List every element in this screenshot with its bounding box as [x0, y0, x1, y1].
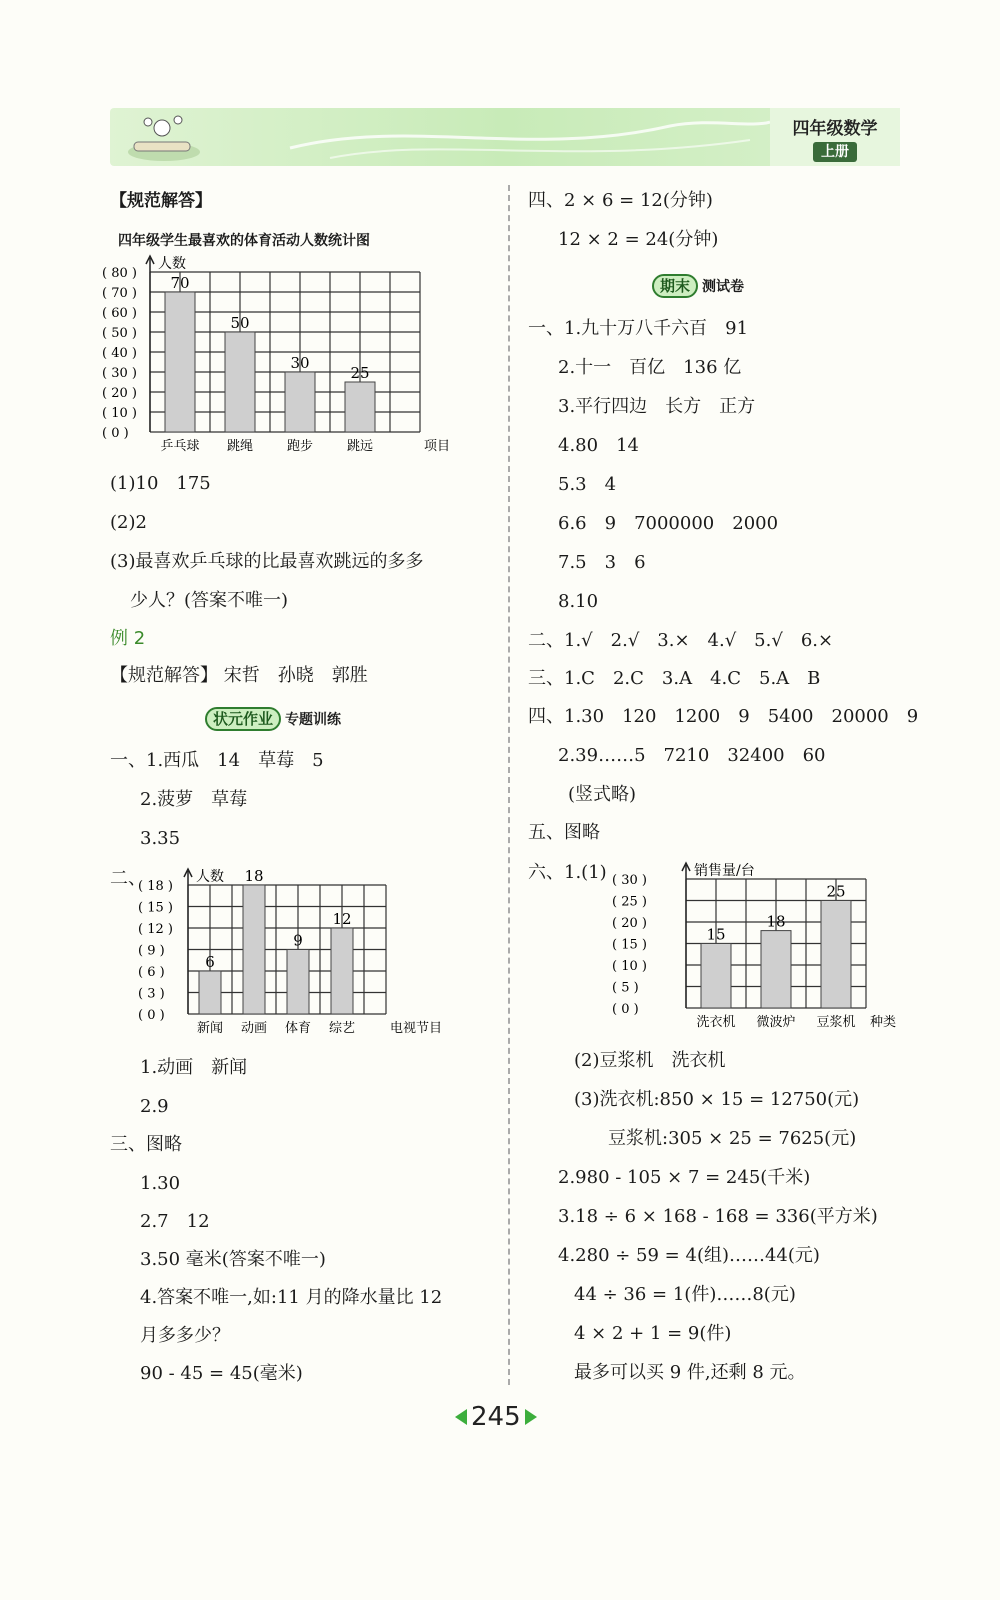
chart3-svg [610, 858, 910, 1038]
x-category-label: 动画 [240, 1021, 268, 1036]
e1-3: 3.平行四边 长方 正方 [558, 396, 756, 417]
y-tick-label: ( 15 ) [138, 900, 173, 916]
s3-4b: 月多多少？ [140, 1325, 230, 1346]
column-divider [508, 185, 510, 1385]
e6-prefix: 六、1.(1) [528, 862, 607, 883]
y-tick-label: ( 18 ) [138, 879, 173, 894]
e6-5: 3.18 ÷ 6 × 168 - 168 = 336(平方米) [558, 1206, 878, 1227]
bar-value-label: 6 [205, 953, 215, 971]
q1: (1)10 175 [110, 473, 211, 494]
s2-prefix: 二、 [110, 868, 146, 889]
e6-3a: (3)洗衣机:850 × 15 = 12750(元) [574, 1089, 860, 1110]
chart1-svg [100, 252, 500, 457]
e6-3b: 豆浆机:305 × 25 = 7625(元) [608, 1128, 857, 1149]
chart-bar [345, 382, 375, 432]
volume-label: 上册 [813, 142, 857, 162]
s2-1: 1.动画 新闻 [140, 1057, 248, 1078]
answer2: 【规范解答】 宋哲 孙晓 郭胜 [110, 665, 368, 686]
x-category-label: 体育 [284, 1021, 312, 1036]
s3-4c: 90 - 45 = 45(毫米) [140, 1363, 303, 1384]
y-tick-label: ( 5 ) [612, 980, 639, 996]
e1-5: 5.3 4 [558, 474, 617, 495]
y-tick-label: ( 40 ) [102, 346, 137, 361]
header-banner [110, 108, 900, 166]
y-tick-label: ( 25 ) [612, 894, 647, 910]
badge-text: 测试卷 [702, 279, 745, 295]
e3: 三、1.C 2.C 3.A 4.C 5.A B [528, 668, 821, 689]
e4-2: 2.39……5 7210 32400 60 [558, 745, 826, 766]
s3-4a: 4.答案不唯一,如:11 月的降水量比 12 [140, 1287, 443, 1308]
chart-bar [761, 931, 791, 1008]
page-number-text: 245 [471, 1402, 521, 1432]
bar-value-label: 18 [244, 867, 264, 885]
y-tick-label: ( 0 ) [102, 426, 129, 441]
x-category-label: 微波炉 [756, 1015, 796, 1030]
x-axis-label: 电视节目 [390, 1021, 443, 1036]
y-tick-label: ( 50 ) [102, 326, 137, 341]
e6-6a: 4.280 ÷ 59 = 4(组)……44(元) [558, 1245, 820, 1266]
e6-6c: 4 × 2 + 1 = 9(件) [574, 1323, 732, 1344]
y-tick-label: ( 0 ) [138, 1008, 165, 1023]
chart-bar [165, 292, 195, 432]
chart1 [100, 252, 500, 461]
next-arrow-icon [525, 1409, 537, 1425]
y-tick-label: ( 9 ) [138, 943, 165, 959]
e1-2: 2.十一 百亿 136 亿 [558, 357, 742, 378]
y-tick-label: ( 10 ) [102, 406, 137, 421]
x-category-label: 洗衣机 [696, 1015, 736, 1030]
q2: (2)2 [110, 512, 147, 533]
answer-label: 【规范解答】 [110, 191, 212, 211]
x-category-label: 新闻 [196, 1021, 224, 1036]
s3-2: 2.7 12 [140, 1211, 210, 1232]
y-tick-label: ( 20 ) [612, 916, 647, 931]
page-number [455, 1402, 537, 1432]
e5: 五、图略 [528, 822, 600, 843]
badge-chip: 期末 [652, 274, 698, 298]
y-tick-label: ( 30 ) [102, 366, 137, 381]
x-category-label: 综艺 [328, 1021, 356, 1036]
s2-2: 2.9 [140, 1096, 169, 1117]
chart-bar [331, 928, 353, 1014]
e4-3: (竖式略) [568, 784, 637, 805]
s1-1: 一、1.西瓜 14 草莓 5 [110, 750, 324, 771]
y-tick-label: ( 20 ) [102, 386, 137, 401]
bar-value-label: 70 [170, 274, 190, 292]
x-category-label: 跑步 [286, 439, 314, 454]
e1-1: 一、1.九十万八千六百 91 [528, 318, 749, 339]
e6-2: (2)豆浆机 洗衣机 [574, 1050, 726, 1071]
y-tick-label: ( 15 ) [612, 937, 647, 953]
chart2 [136, 862, 466, 1046]
y-tick-label: ( 6 ) [138, 965, 165, 980]
r4b: 12 × 2 = 24(分钟) [558, 229, 719, 250]
e6-6b: 44 ÷ 36 = 1(件)……8(元) [574, 1284, 796, 1305]
y-tick-label: ( 3 ) [138, 986, 165, 1002]
y-axis-label: 销售量/台 [694, 863, 755, 879]
bar-value-label: 25 [350, 364, 370, 382]
s1-3: 3.35 [140, 828, 181, 849]
y-tick-label: ( 30 ) [612, 873, 647, 888]
x-category-label: 乒乓球 [160, 439, 200, 454]
s3-1: 1.30 [140, 1173, 181, 1194]
bar-value-label: 12 [332, 910, 352, 928]
y-tick-label: ( 60 ) [102, 306, 137, 321]
badge-text: 专题训练 [285, 712, 342, 728]
chart-bar [701, 944, 731, 1009]
y-tick-label: ( 0 ) [612, 1002, 639, 1017]
s3: 三、图略 [110, 1134, 182, 1155]
x-category-label: 跳远 [346, 439, 374, 454]
chart1-title: 四年级学生最喜欢的体育活动人数统计图 [118, 233, 370, 249]
chart-bar [199, 971, 221, 1014]
final-exam-badge [652, 274, 744, 298]
x-category-label: 豆浆机 [816, 1015, 856, 1030]
grade-title: 四年级数学 [792, 119, 878, 139]
y-axis-label: 人数 [196, 869, 224, 885]
e1-6: 6.6 9 7000000 2000 [558, 513, 779, 534]
y-axis-label: 人数 [158, 256, 186, 272]
bar-value-label: 15 [706, 925, 726, 944]
s3-3: 3.50 毫米(答案不唯一) [140, 1249, 326, 1270]
r4a: 四、2 × 6 = 12(分钟) [528, 190, 713, 211]
e2: 二、1.√ 2.√ 3.× 4.√ 5.√ 6.× [528, 630, 834, 651]
x-axis-label: 项目 [424, 439, 451, 454]
bar-value-label: 30 [290, 354, 310, 372]
x-category-label: 跳绳 [226, 439, 254, 454]
bar-value-label: 25 [826, 882, 846, 901]
s1-2: 2.菠萝 草莓 [140, 789, 248, 810]
e1-7: 7.5 3 6 [558, 552, 646, 573]
banner-wave [110, 108, 770, 166]
e4-1: 四、1.30 120 1200 9 5400 20000 9 [528, 706, 919, 727]
y-tick-label: ( 80 ) [102, 266, 137, 281]
chart3 [610, 858, 910, 1042]
y-tick-label: ( 12 ) [138, 922, 173, 937]
prev-arrow-icon [455, 1409, 467, 1425]
badge-chip: 状元作业 [205, 707, 281, 731]
chart-bar [225, 332, 255, 432]
bar-value-label: 9 [293, 931, 303, 950]
chart-bar [287, 950, 309, 1015]
x-axis-label: 种类 [870, 1015, 897, 1030]
bar-value-label: 18 [766, 912, 786, 931]
e6-6d: 最多可以买 9 件,还剩 8 元。 [574, 1362, 806, 1383]
chart-bar [285, 372, 315, 432]
chart-bar [243, 885, 265, 1014]
y-tick-label: ( 10 ) [612, 959, 647, 974]
zhuangyuan-badge [205, 707, 341, 731]
q3b: 少人？(答案不唯一) [130, 590, 289, 611]
y-tick-label: ( 70 ) [102, 286, 137, 301]
q3a: (3)最喜欢乒乓球的比最喜欢跳远的多多 [110, 551, 424, 572]
grade-box [770, 108, 900, 166]
e1-4: 4.80 14 [558, 435, 639, 456]
chart-bar [821, 901, 851, 1009]
example-label: 例 2 [110, 628, 146, 649]
e1-8: 8.10 [558, 591, 599, 612]
e6-4: 2.980 - 105 × 7 = 245(千米) [558, 1167, 811, 1188]
chart2-svg [136, 862, 466, 1042]
bar-value-label: 50 [230, 314, 250, 332]
